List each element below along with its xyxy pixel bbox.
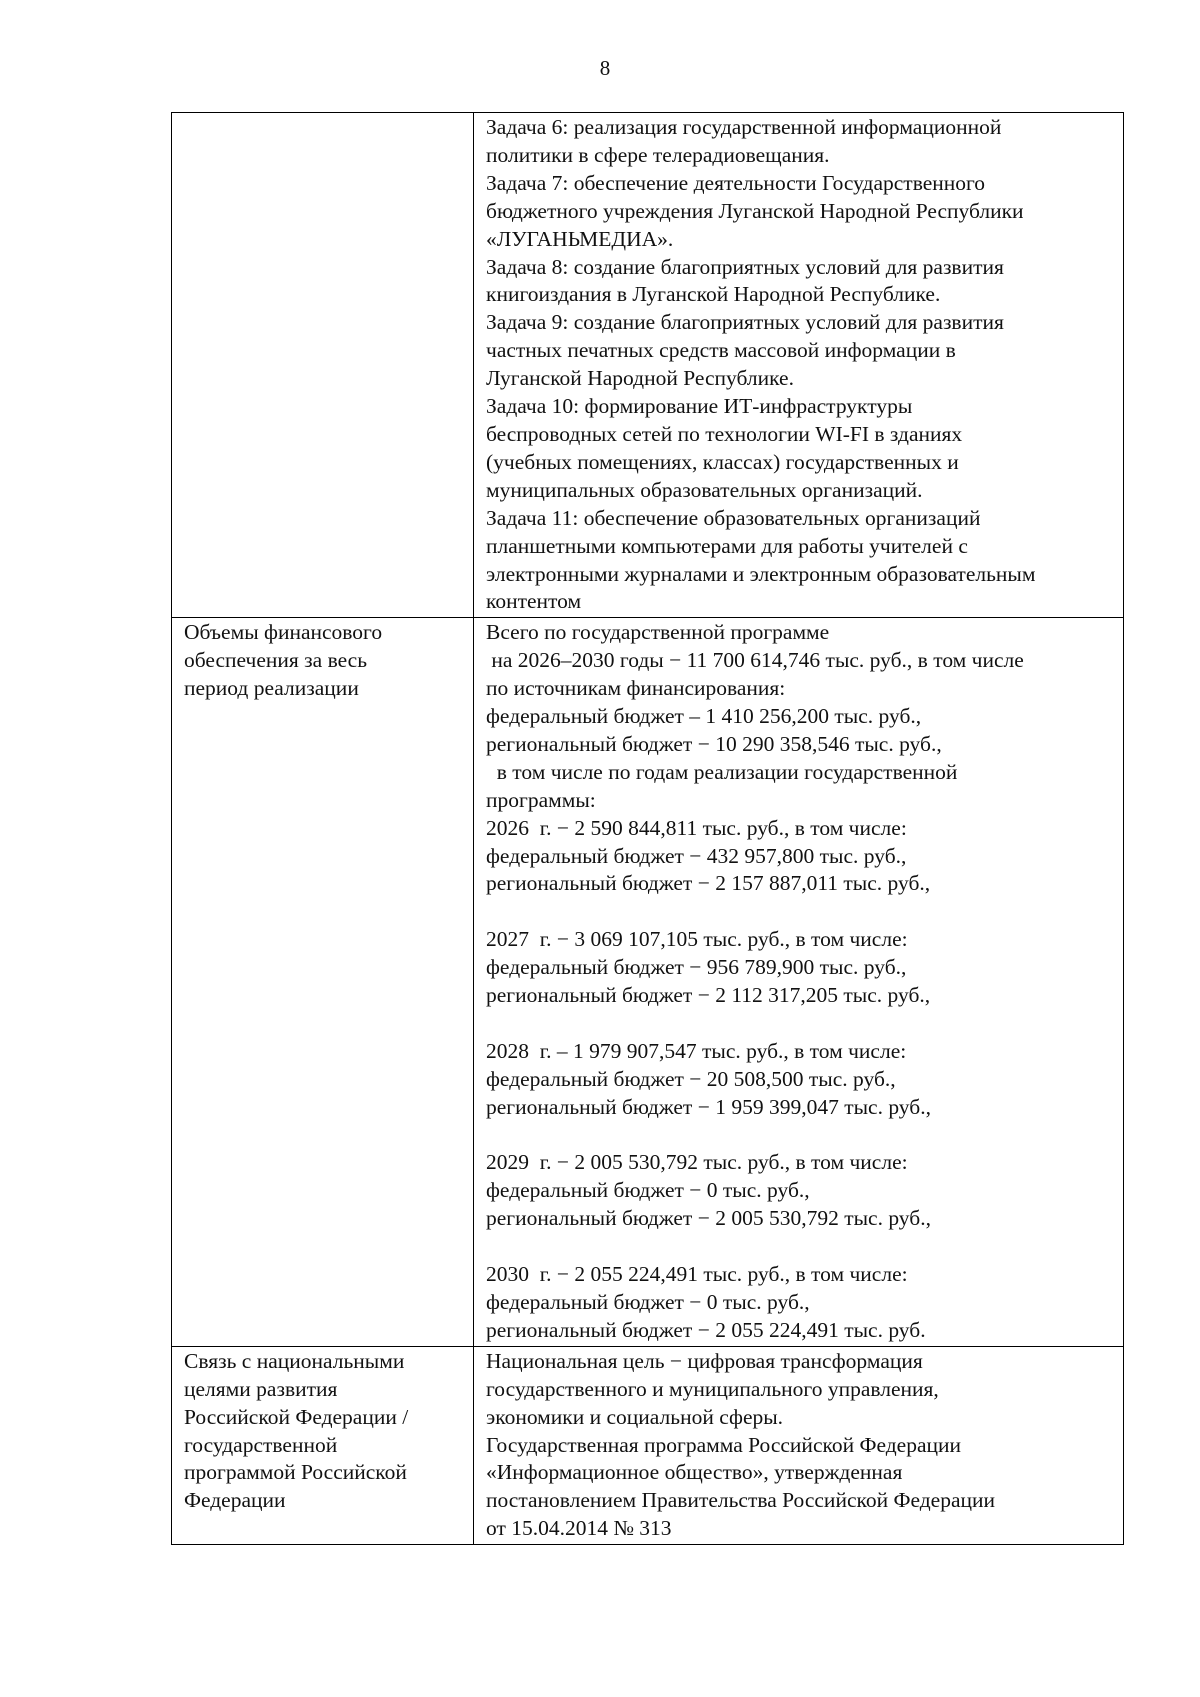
row-content-line: политики в сфере телерадиовещания.	[486, 142, 830, 167]
row-content-line: региональный бюджет − 2 005 530,792 тыс. руб.,	[486, 1206, 931, 1231]
row-label-line: программой Российской	[184, 1460, 407, 1485]
row-content-line: Задача 10: формирование ИТ-инфраструктуры	[486, 394, 913, 419]
row-content-line: (учебных помещениях, классах) государственных и	[486, 449, 959, 474]
blank-line	[486, 1010, 1117, 1038]
row-content-line: федеральный бюджет − 0 тыс. руб.,	[486, 1290, 810, 1314]
row-content-line: 2027 г. − 3 069 107,105 тыс. руб., в том числе:	[486, 927, 908, 952]
row-label-line: государственной	[184, 1432, 338, 1457]
row-content-line: контентом	[486, 589, 582, 614]
row-content-line: региональный бюджет − 2 112 317,205 тыс. руб.,	[486, 983, 931, 1008]
row-content-line: планшетными компьютерами для работы учителей с	[486, 533, 968, 558]
row-content-line: 2026 г. − 2 590 844,811 тыс. руб., в том числе:	[486, 815, 907, 840]
row-content-line: Задача 11: обеспечение образовательных организаций	[486, 505, 981, 530]
row-content-line: экономики и социальной сферы.	[486, 1404, 784, 1429]
row-content-cell	[474, 618, 1124, 1347]
row-content-line: Задача 7: обеспечение деятельности Государственного	[486, 170, 986, 195]
row-content-line: Всего по государственной программе	[486, 620, 830, 645]
row-content-line: книгоиздания в Луганской Народной Республике.	[486, 282, 941, 307]
row-content-line: федеральный бюджет − 0 тыс. руб.,	[486, 1178, 810, 1203]
row-content-line: программы:	[486, 787, 596, 812]
row-label-line: Российской Федерации /	[184, 1404, 409, 1429]
row-content-line: Задача 6: реализация государственной информационной	[486, 115, 1002, 139]
row-label-line: целями развития	[184, 1376, 338, 1401]
row-content-line: бюджетного учреждения Луганской Народной Республики	[486, 198, 1024, 223]
row-content-line: электронными журналами и электронным образовательным	[486, 561, 1036, 586]
row-content-line: 2030 г. − 2 055 224,491 тыс. руб., в том числе:	[486, 1262, 908, 1287]
row-content-line: от 15.04.2014 № 313	[486, 1516, 672, 1541]
table-row	[172, 1346, 1124, 1544]
row-content-line: федеральный бюджет − 432 957,800 тыс. руб.,	[486, 843, 907, 868]
table-row	[172, 618, 1124, 1347]
row-label-cell	[172, 618, 474, 1347]
row-content-line: Луганской Народной Республике.	[486, 366, 794, 391]
row-content-line: федеральный бюджет − 20 508,500 тыс. руб.,	[486, 1066, 896, 1091]
row-label-cell	[172, 113, 474, 618]
row-content-cell	[474, 1346, 1124, 1544]
passport-table	[171, 112, 1124, 1545]
row-content-line: 2028 г. – 1 979 907,547 тыс. руб., в том числе:	[486, 1038, 907, 1063]
row-content-line: региональный бюджет − 2 157 887,011 тыс. руб.,	[486, 871, 931, 896]
row-label-line: обеспечения за весь	[184, 648, 368, 673]
row-label-line: Федерации	[184, 1488, 286, 1513]
row-label-line: Связь с национальными	[184, 1348, 405, 1373]
page-number: 8	[599, 56, 611, 80]
row-content-line: постановлением Правительства Российской Федерации	[486, 1488, 996, 1513]
row-content-line: Государственная программа Российской Федерации	[486, 1432, 962, 1457]
row-content-line: Задача 9: создание благоприятных условий для развития	[486, 310, 1004, 335]
row-content-line: «ЛУГАНЬМЕДИА».	[486, 226, 674, 251]
row-label-line: период реализации	[184, 676, 359, 701]
row-content-line: по источникам финансирования:	[486, 676, 786, 701]
row-content-line: в том числе по годам реализации государственной	[486, 759, 958, 784]
row-content-line: на 2026–2030 годы − 11 700 614,746 тыс. руб., в том числе	[486, 648, 1024, 673]
row-content-line: Задача 8: создание благоприятных условий для развития	[486, 254, 1004, 279]
row-label-cell	[172, 1346, 474, 1544]
row-content-line: региональный бюджет − 2 055 224,491 тыс. руб.	[486, 1317, 926, 1342]
table-body	[172, 113, 1124, 1545]
table-row	[172, 113, 1124, 618]
row-content-line: беспроводных сетей по технологии WI-FI в зданиях	[486, 421, 963, 446]
row-content-line: государственного и муниципального управления,	[486, 1376, 939, 1401]
row-content-line: Национальная цель − цифровая трансформация	[486, 1348, 923, 1373]
row-content-cell	[474, 113, 1124, 618]
row-content-line: 2029 г. − 2 005 530,792 тыс. руб., в том числе:	[486, 1150, 908, 1175]
row-content-line: частных печатных средств массовой информации в	[486, 338, 956, 363]
row-content-line: «Информационное общество», утвержденная	[486, 1460, 903, 1485]
blank-line	[486, 898, 1117, 926]
blank-line	[486, 1122, 1117, 1150]
row-content-line: муниципальных образовательных организаций.	[486, 477, 923, 502]
row-content-line: федеральный бюджет – 1 410 256,200 тыс. руб.,	[486, 704, 922, 729]
blank-line	[486, 1233, 1117, 1261]
row-content-line: региональный бюджет − 1 959 399,047 тыс. руб.,	[486, 1094, 931, 1119]
row-content-line: федеральный бюджет − 956 789,900 тыс. руб.,	[486, 955, 907, 980]
row-label-line: Объемы финансового	[184, 620, 383, 645]
row-content-line: региональный бюджет − 10 290 358,546 тыс. руб.,	[486, 731, 942, 756]
